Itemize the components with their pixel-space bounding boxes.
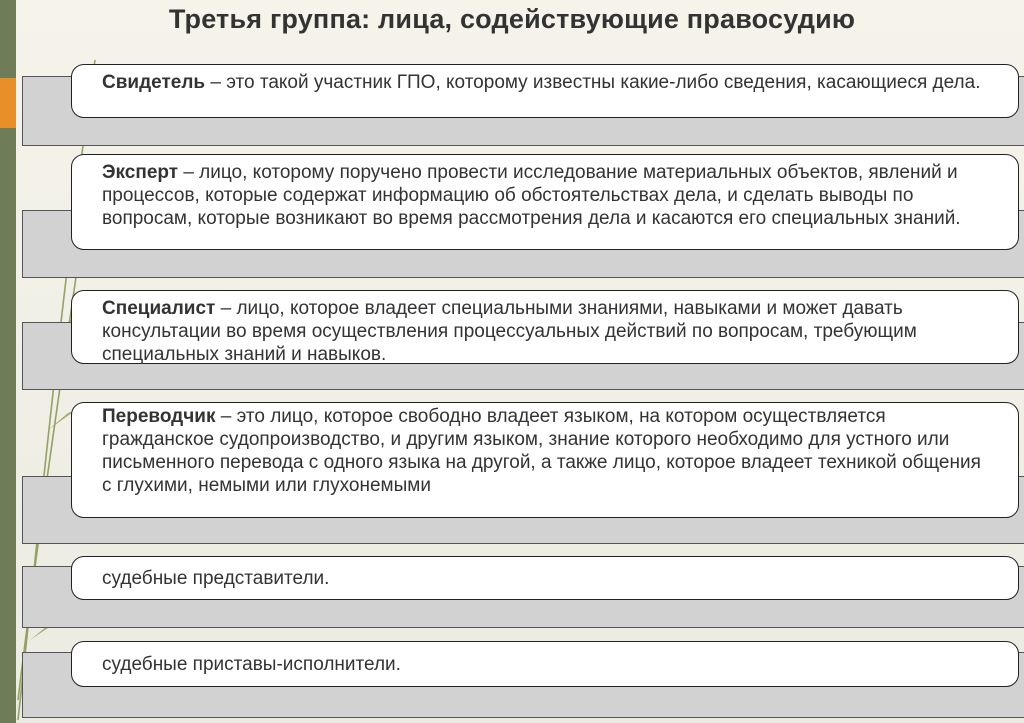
definition-text — [102, 71, 990, 94]
definition-card-specialist — [71, 290, 1019, 364]
definition-text — [102, 297, 990, 366]
definition-body: – лицо, которое владеет специальными знаниями, навыками и может давать консультации во время осуществления процессуальных действий по вопросам, требующим специальных знаний и навыков. — [102, 298, 917, 365]
definition-card-witness — [71, 64, 1019, 118]
slide-title: Третья группа: лица, содействующие правосудию — [168, 4, 856, 34]
list-card-court-representatives — [71, 556, 1019, 600]
list-item-text: судебные представители. — [102, 567, 330, 589]
left-sidebar-accent — [0, 78, 16, 128]
definition-card-expert — [71, 154, 1019, 250]
definition-body: – это лицо, которое свободно владеет языком, на котором осуществляется гражданское судопроизводство, и другим языком, знание которого необходимо для устного или письменного перевода с одного языка на другой, а также лицо, которое владеет техникой общения с глухими, немыми или глухонемыми — [102, 406, 981, 496]
definition-body: – лицо, которому поручено провести исследование материальных объектов, явлений и процессов, которые содержат информацию об обстоятельствах дела, и сделать выводы по вопросам, которые возникают во время рассмотрения дела и касаются его специальных знаний. — [102, 162, 961, 229]
definition-body: – это такой участник ГПО, которому известны какие-либо сведения, касающиеся дела. — [205, 72, 981, 93]
definition-term: Эксперт — [102, 162, 179, 183]
definition-term: Специалист — [102, 298, 216, 319]
definition-term: Переводчик — [102, 406, 216, 427]
definition-text — [102, 161, 990, 230]
definition-card-translator — [71, 402, 1019, 518]
list-item-text: судебные приставы-исполнители. — [102, 653, 401, 675]
list-card-bailiffs — [71, 641, 1019, 687]
definition-text — [102, 405, 990, 497]
definition-term: Свидетель — [102, 72, 206, 93]
